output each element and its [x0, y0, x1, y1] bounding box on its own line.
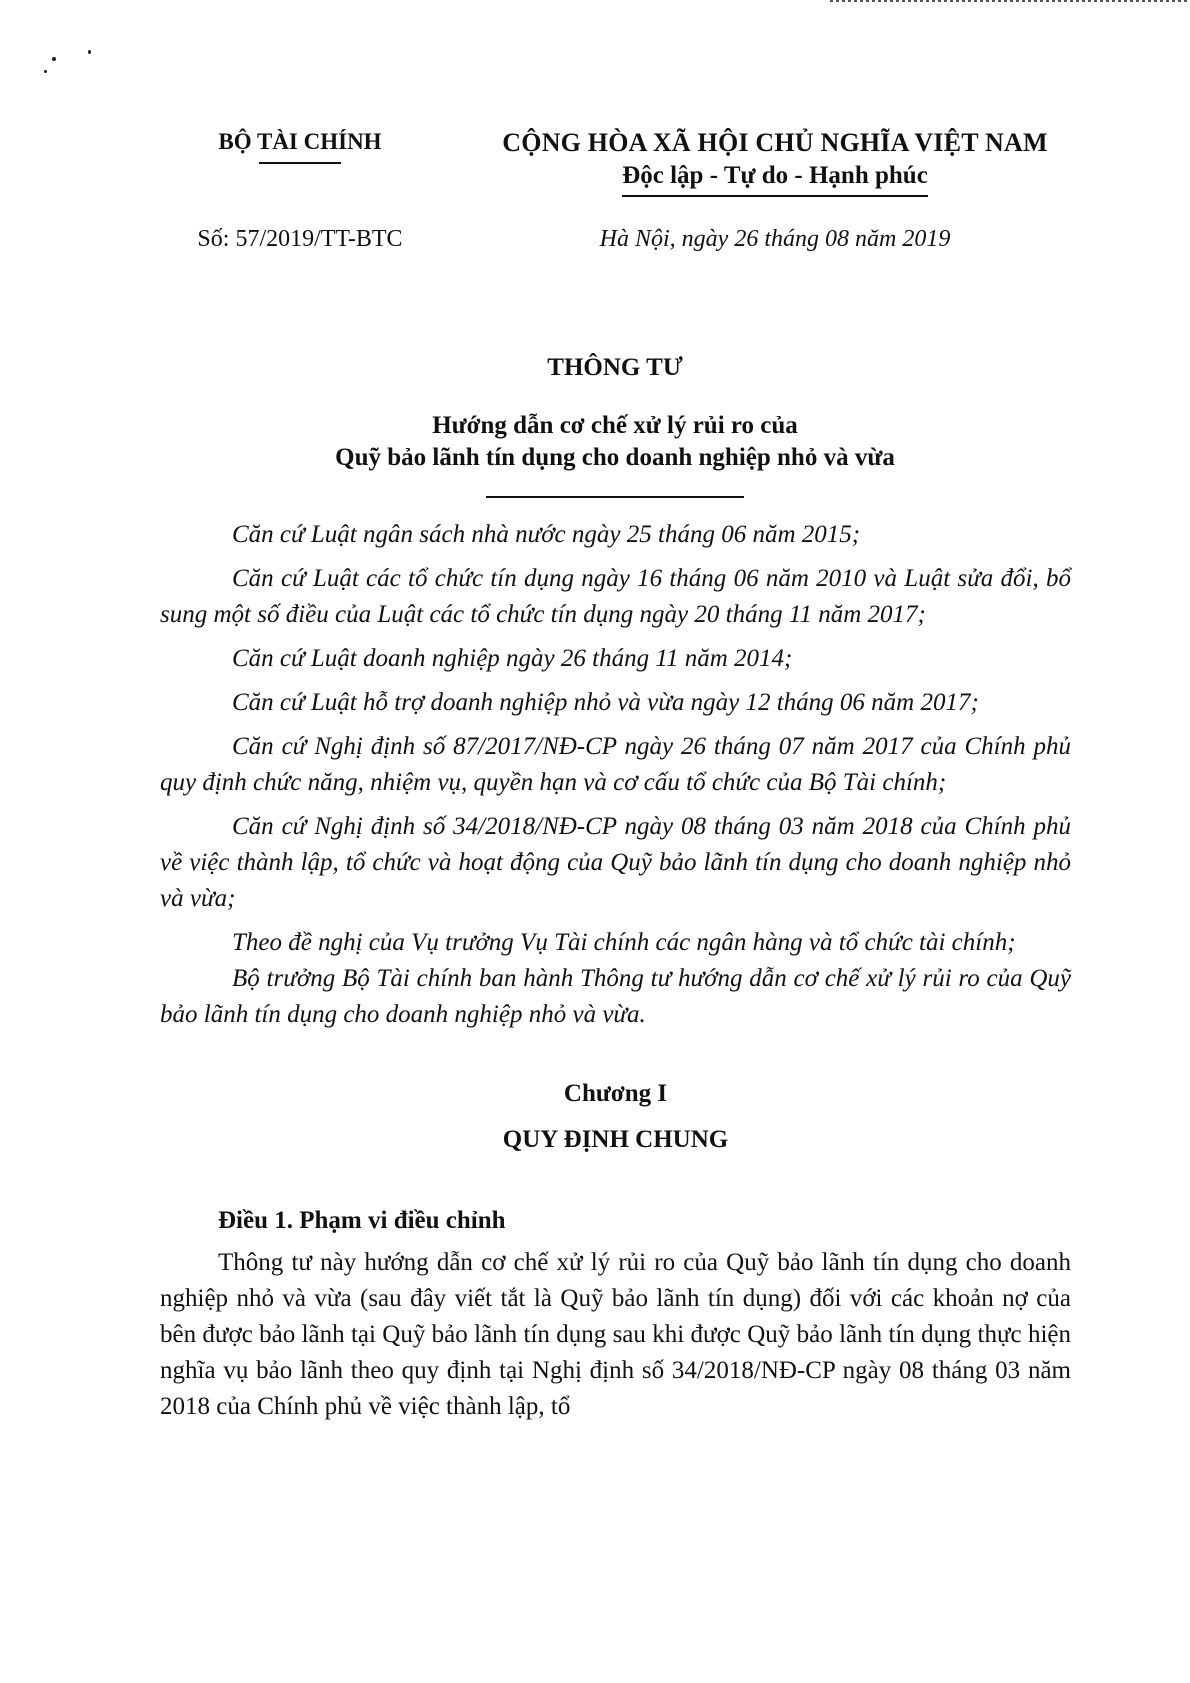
scan-speck — [44, 70, 47, 73]
national-title: CỘNG HÒA XÃ HỘI CHỦ NGHĨA VIỆT NAM — [502, 128, 1048, 157]
issuing-agency-block — [150, 126, 450, 164]
scan-speck — [52, 57, 56, 61]
scan-speck — [88, 50, 91, 54]
title-divider — [486, 496, 744, 498]
chapter-name: QUY ĐỊNH CHUNG — [502, 1126, 729, 1153]
issuing-agency: BỘ TÀI CHÍNH — [218, 129, 382, 154]
document-body — [160, 517, 1071, 1425]
document-title-block — [150, 352, 1080, 498]
place-and-date: Hà Nội, ngày 26 tháng 08 năm 2019 — [599, 226, 951, 252]
article-heading: Điều 1. Phạm vi điều chỉnh — [218, 1207, 506, 1234]
document-subtitle-line-1: Hướng dẫn cơ chế xử lý rủi ro của — [432, 412, 798, 439]
legal-basis-item: Căn cứ Nghị định số 34/2018/NĐ-CP ngày 08 tháng 03 năm 2018 của Chính phủ về việc thành lập, tổ chức và hoạt động của Quỹ bảo lãnh tín dụng cho doanh nghiệp nhỏ và vừa; — [160, 813, 1071, 912]
promulgation-statement: Bộ trưởng Bộ Tài chính ban hành Thông tư hướng dẫn cơ chế xử lý rủi ro của Quỹ bảo lãnh tín dụng cho doanh nghiệp nhỏ và vừa. — [160, 965, 1071, 1028]
scan-edge-mark — [830, 0, 1190, 2]
legal-basis-item: Căn cứ Nghị định số 87/2017/NĐ-CP ngày 26 tháng 07 năm 2017 của Chính phủ quy định chức năng, nhiệm vụ, quyền hạn và cơ cấu tổ chức của Bộ Tài chính; — [160, 733, 1071, 796]
document-subtitle-line-2: Quỹ bảo lãnh tín dụng cho doanh nghiệp nhỏ và vừa — [335, 444, 895, 471]
document-number: Số: 57/2019/TT-BTC — [197, 226, 403, 252]
legal-basis-item: Theo đề nghị của Vụ trưởng Vụ Tài chính các ngân hàng và tổ chức tài chính; — [232, 929, 1016, 956]
national-motto: Độc lập - Tự do - Hạnh phúc — [622, 160, 928, 197]
document-header — [150, 126, 1080, 286]
legal-basis-item: Căn cứ Luật doanh nghiệp ngày 26 tháng 11 năm 2014; — [232, 645, 793, 672]
legal-basis-item: Căn cứ Luật ngân sách nhà nước ngày 25 tháng 06 năm 2015; — [232, 521, 861, 548]
chapter-number: Chương I — [563, 1080, 668, 1107]
legal-basis-item: Căn cứ Luật các tổ chức tín dụng ngày 16 tháng 06 năm 2010 và Luật sửa đổi, bổ sung một số điều của Luật các tổ chức tín dụng ngày 20 tháng 11 năm 2017; — [160, 565, 1071, 628]
legal-basis-item: Căn cứ Luật hỗ trợ doanh nghiệp nhỏ và vừa ngày 12 tháng 06 năm 2017; — [232, 689, 979, 716]
national-title-block — [470, 126, 1080, 197]
document-type: THÔNG TƯ — [547, 354, 683, 381]
agency-underline — [259, 162, 341, 164]
article-paragraph: Thông tư này hướng dẫn cơ chế xử lý rủi ro của Quỹ bảo lãnh tín dụng cho doanh nghiệp nhỏ và vừa (sau đây viết tắt là Quỹ bảo lãnh tín dụng) đối với các khoản nợ của bên được bảo lãnh tại Quỹ bảo lãnh tín dụng sau khi được Quỹ bảo lãnh tín dụng thực hiện nghĩa vụ bảo lãnh theo quy định tại Nghị định số 34/2018/NĐ-CP ngày 08 tháng 03 năm 2018 của Chính phủ về việc thành lập, tổ — [160, 1249, 1071, 1420]
